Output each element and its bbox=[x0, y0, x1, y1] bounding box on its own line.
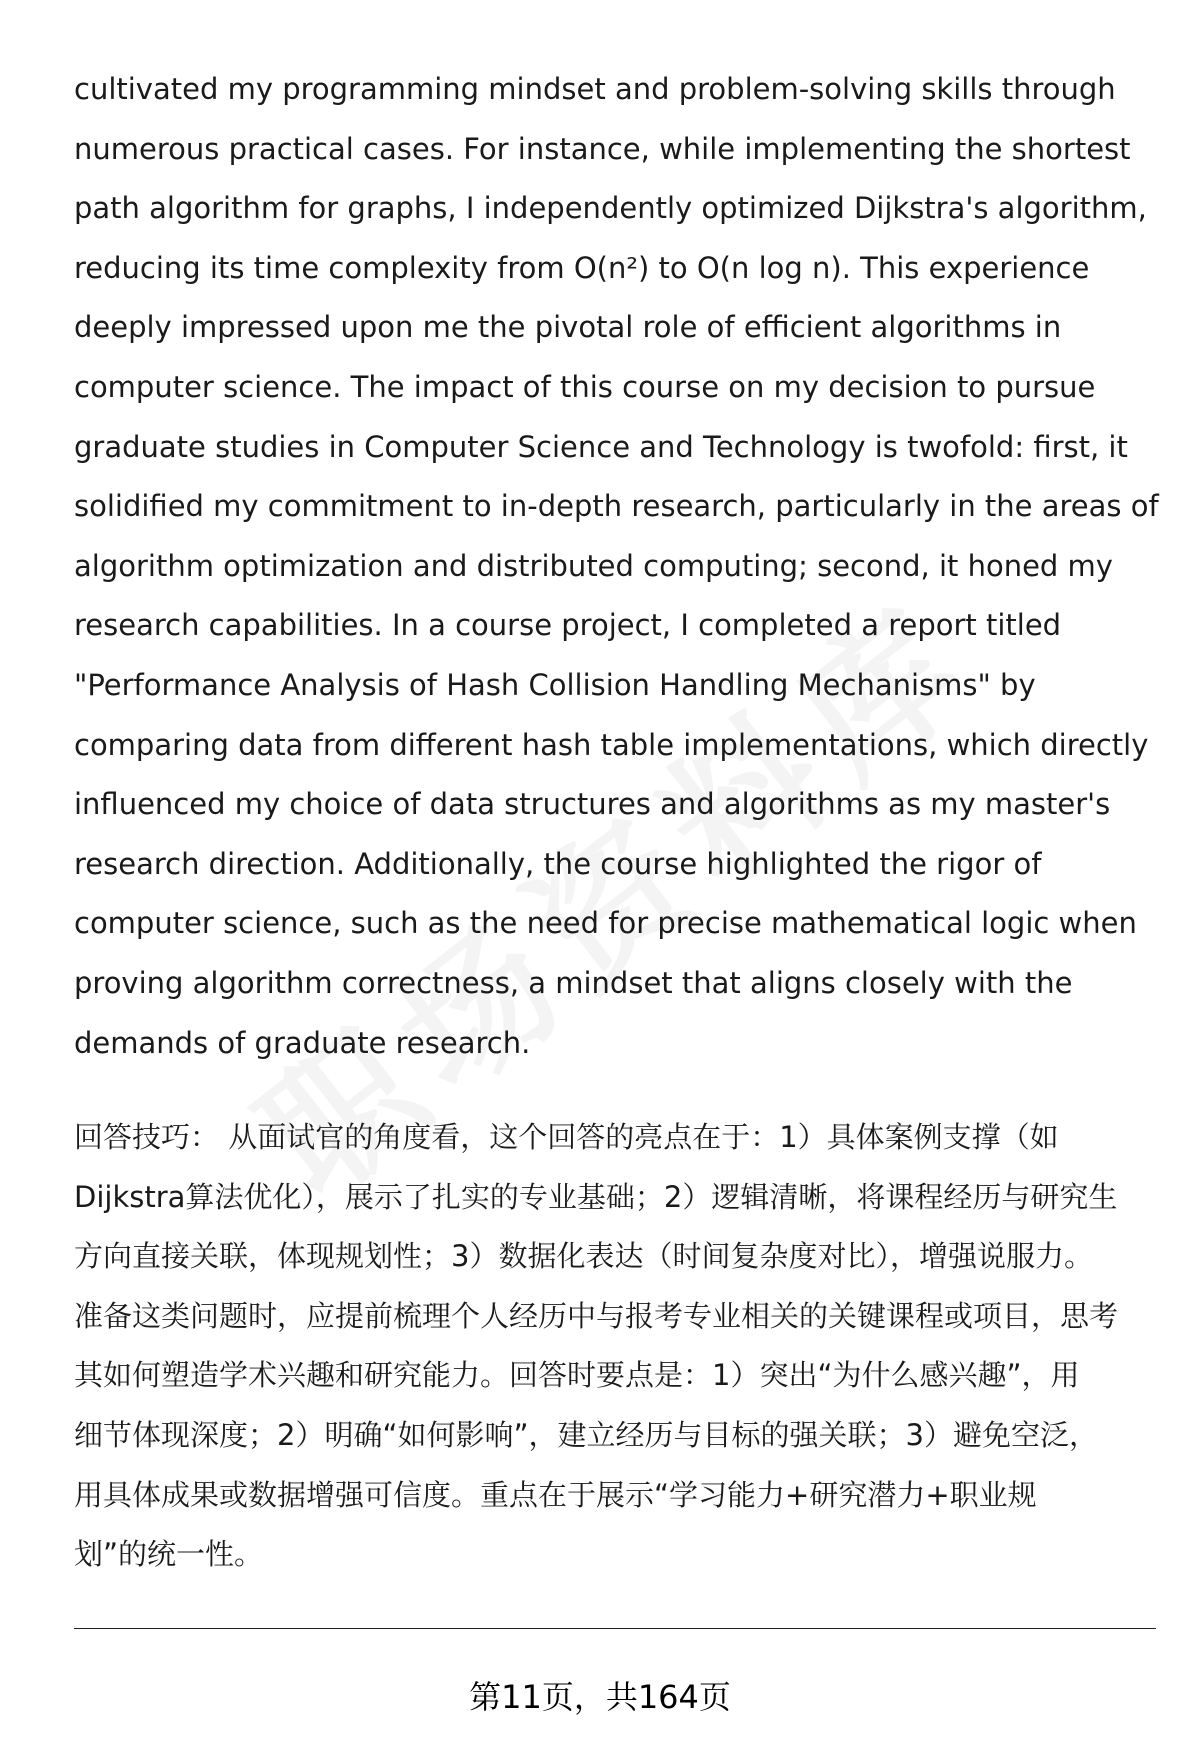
page-number: 第11页，共164页 bbox=[469, 1678, 731, 1716]
tips-line: 用具体成果或数据增强可信度。重点在于展示“学习能力+研究潜力+职业规 bbox=[74, 1477, 1037, 1512]
text-line: proving algorithm correctness, a mindset that aligns closely with the bbox=[74, 965, 1073, 1000]
text-line: research capabilities. In a course project, I completed a report titled bbox=[74, 608, 1062, 643]
tips-line: 细节体现深度；2）明确“如何影响”，建立经历与目标的强关联；3）避免空泛， bbox=[74, 1417, 1098, 1452]
text-line: research direction. Additionally, the course highlighted the rigor of bbox=[74, 846, 1042, 881]
text-line: "Performance Analysis of Hash Collision Handling Mechanisms" by bbox=[74, 667, 1036, 702]
text-line: comparing data from different hash table implementations, which directly bbox=[74, 727, 1149, 762]
text-line: graduate studies in Computer Science and Technology is twofold: first, it bbox=[74, 429, 1128, 464]
text-line: deeply impressed upon me the pivotal role of efficient algorithms in bbox=[74, 310, 1062, 345]
answer-paragraph bbox=[74, 60, 1159, 1073]
text-line: numerous practical cases. For instance, while implementing the shortest bbox=[74, 131, 1131, 166]
text-line: influenced my choice of data structures and algorithms as my master's bbox=[74, 787, 1111, 822]
text-line: path algorithm for graphs, I independently optimized Dijkstra's algorithm, bbox=[74, 191, 1147, 226]
tips-line: Dijkstra算法优化），展示了扎实的专业基础；2）逻辑清晰，将课程经历与研究生 bbox=[74, 1179, 1118, 1214]
text-line: solidified my commitment to in-depth research, particularly in the areas of bbox=[74, 489, 1159, 524]
text-line: cultivated my programming mindset and problem-solving skills through bbox=[74, 72, 1116, 106]
text-line: reducing its time complexity from O(n²) to O(n log n). This experience bbox=[74, 250, 1090, 285]
text-line: computer science. The impact of this course on my decision to pursue bbox=[74, 369, 1096, 404]
tips-line: 方向直接关联，体现规划性；3）数据化表达（时间复杂度对比），增强说服力。 bbox=[74, 1239, 1093, 1274]
footer-divider bbox=[74, 1628, 1156, 1629]
text-line: algorithm optimization and distributed computing; second, it honed my bbox=[74, 548, 1113, 583]
tips-line: 其如何塑造学术兴趣和研究能力。回答时要点是：1）突出“为什么感兴趣”，用 bbox=[74, 1358, 1080, 1393]
tips-line: 准备这类问题时，应提前梳理个人经历中与报考专业相关的关键课程或项目，思考 bbox=[74, 1298, 1119, 1333]
tips-line: 划”的统一性。 bbox=[74, 1537, 264, 1572]
text-line: demands of graduate research. bbox=[74, 1025, 531, 1060]
answer-tips-paragraph bbox=[74, 1108, 1160, 1585]
text-line: computer science, such as the need for precise mathematical logic when bbox=[74, 906, 1137, 941]
tips-line: 回答技巧： 从面试官的角度看，这个回答的亮点在于：1）具体案例支撑（如 bbox=[74, 1120, 1059, 1154]
